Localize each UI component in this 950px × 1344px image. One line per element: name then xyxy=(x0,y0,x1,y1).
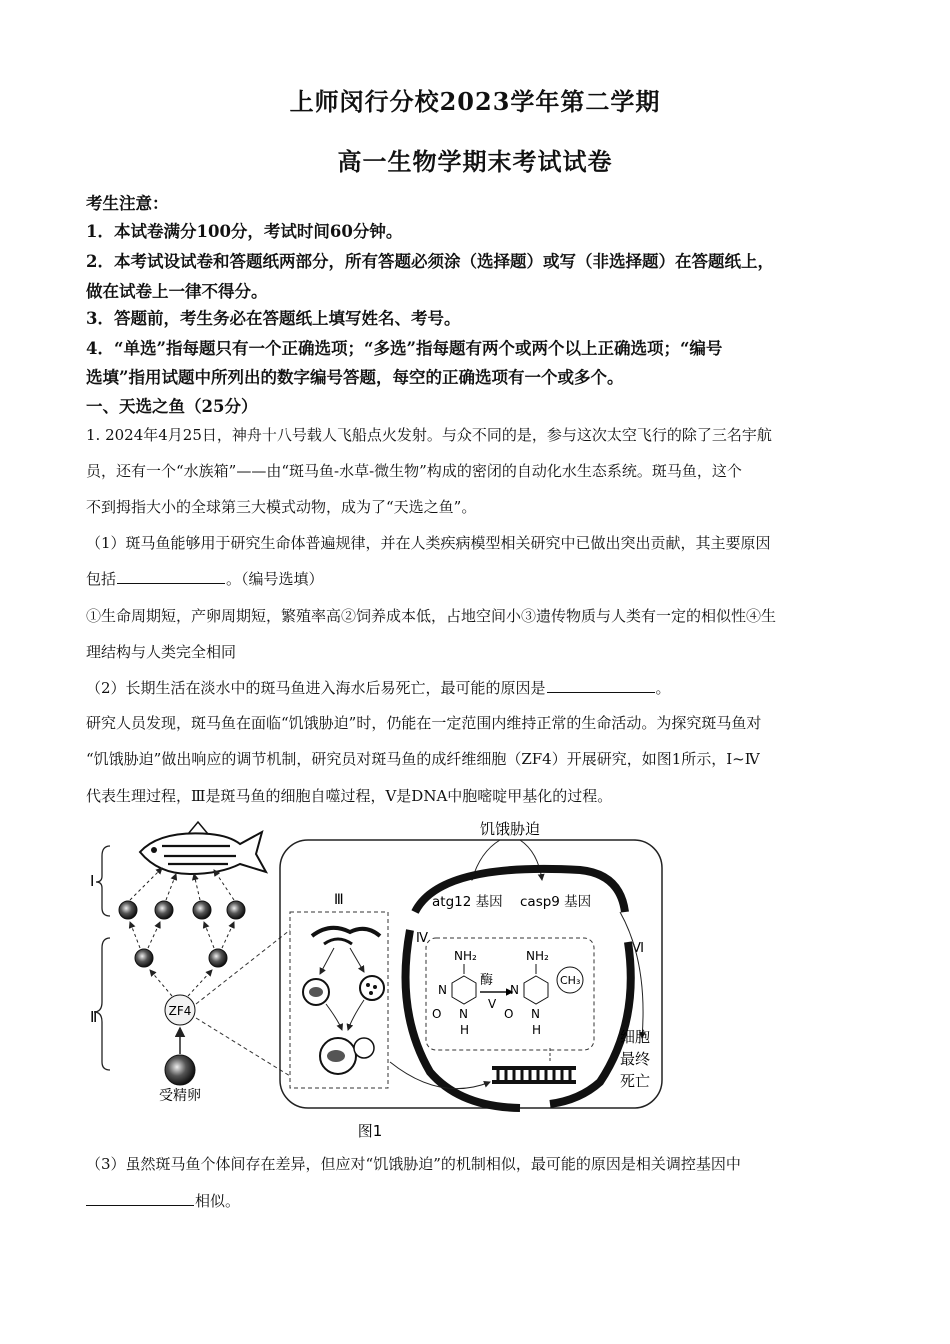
svg-text:NH₂: NH₂ xyxy=(526,949,549,963)
page-subtitle: 高一生物学期末考试试卷 xyxy=(337,147,613,176)
label-III: Ⅲ xyxy=(334,892,344,908)
q3-answer-line xyxy=(86,1190,886,1211)
cell-icon xyxy=(193,901,211,919)
label-IV: Ⅳ xyxy=(416,931,428,946)
death-label: 死亡 xyxy=(620,1072,651,1090)
paragraph-line: 代表生理过程，Ⅲ是斑马鱼的细胞自噬过程，Ⅴ是DNA中胞嘧啶甲基化的过程。 xyxy=(86,787,613,805)
autolysosome-icon xyxy=(320,1038,374,1074)
svg-text:N: N xyxy=(459,1007,468,1021)
question-intro-line: 不到拇指大小的全球第三大模式动物，成为了“天选之鱼”。 xyxy=(86,498,477,516)
notice-item: 4．“单选”指每题只有一个正确选项；“多选”指每题有两个或两个以上正确选项；“编号 xyxy=(86,339,723,358)
methylcytosine-structure xyxy=(504,949,583,1037)
dna-icon xyxy=(492,1066,576,1084)
gene-atg12: atg12 基因 xyxy=(432,894,503,910)
brace-II xyxy=(94,938,110,1070)
question-intro-line: 员，还有一个“水族箱”——由“斑马鱼-水草-微生物”构成的密闭的自动化水生态系统。斑马鱼，这个 xyxy=(86,462,742,480)
svg-text:H: H xyxy=(460,1023,470,1037)
label-I: Ⅰ xyxy=(90,872,95,890)
svg-text:O: O xyxy=(432,1007,442,1021)
fertilized-egg-icon xyxy=(165,1055,195,1085)
svg-text:O: O xyxy=(504,1007,514,1021)
notice-item: 2．本考试设试卷和答题纸两部分，所有答题必须涂（选择题）或写（非选择题）在答题纸上， xyxy=(86,252,774,271)
paragraph-line: 研究人员发现，斑马鱼在面临“饥饿胁迫”时，仍能在一定范围内维持正常的生命活动。为探究斑马鱼对 xyxy=(86,714,762,732)
q1-options-line: 理结构与人类完全相同 xyxy=(86,643,237,661)
q1-answer-line xyxy=(86,568,886,589)
cell-icon xyxy=(227,901,245,919)
notice-heading: 考生注意： xyxy=(86,194,169,213)
cell-icon xyxy=(135,949,153,967)
question-intro-line: 1. 2024年4月25日，神舟十八号载人飞船点火发射。与众不同的是，参与这次太空飞行的除了三名宇航 xyxy=(86,426,772,444)
notice-item: 选填”指用试题中所列出的数字编号答题，每空的正确选项有一个或多个。 xyxy=(86,368,624,387)
section-heading: 一、天选之鱼（25分） xyxy=(86,397,258,416)
q1-options-line: ①生命周期短，产卵周期短，繁殖率高②饲养成本低，占地空间小③遗传物质与人类有一定的相似性④生 xyxy=(86,607,777,625)
q2-line xyxy=(86,677,886,698)
q1-suffix: 。（编号选填） xyxy=(226,570,324,588)
svg-text:H: H xyxy=(532,1023,542,1037)
q2-suffix: 。 xyxy=(655,679,671,697)
q1-line: （1）斑马鱼能够用于研究生命体普遍规律，并在人类疾病模型相关研究中已做出突出贡献，其主要原因 xyxy=(86,534,771,552)
stress-label: 饥饿胁迫 xyxy=(479,820,541,838)
page-title: 上师闵行分校2023学年第二学期 xyxy=(289,87,661,116)
svg-text:N: N xyxy=(531,1007,540,1021)
organelle-icon xyxy=(312,928,380,944)
lysosome-icon xyxy=(360,976,384,1000)
label-V: Ⅴ xyxy=(488,997,497,1011)
q3-line: （3）虽然斑马鱼个体间存在差异，但应对“饥饿胁迫”的机制相似，最可能的原因是相关调控基因中 xyxy=(86,1155,741,1173)
notice-item: 3．答题前，考生务必在答题纸上填写姓名、考号。 xyxy=(86,309,461,328)
figure-caption: 图1 xyxy=(357,1122,383,1140)
label-VI: Ⅵ xyxy=(632,941,644,956)
cytosine-structure xyxy=(432,949,477,1037)
brace-I xyxy=(96,846,110,916)
death-label: 最终 xyxy=(620,1050,651,1068)
cell-icon xyxy=(155,901,173,919)
q3-suffix: 相似。 xyxy=(195,1192,241,1210)
zf4-label: ZF4 xyxy=(168,1004,192,1018)
cell-icon xyxy=(119,901,137,919)
svg-text:NH₂: NH₂ xyxy=(454,949,477,963)
death-label: 细胞 xyxy=(620,1028,651,1046)
q1-prefix: 包括 xyxy=(86,570,117,588)
cell-icon xyxy=(209,949,227,967)
autophagosome-icon xyxy=(303,979,329,1005)
svg-text:CH₃: CH₃ xyxy=(560,974,581,987)
notice-item: 1．本试卷满分100分，考试时间60分钟。 xyxy=(86,222,403,241)
figure-1 xyxy=(80,812,680,1147)
q2-prefix: （2）长期生活在淡水中的斑马鱼进入海水后易死亡，最可能的原因是 xyxy=(86,679,546,697)
label-II: Ⅱ xyxy=(90,1008,98,1026)
paragraph-line: “饥饿胁迫”做出响应的调节机制，研究员对斑马鱼的成纤维细胞（ZF4）开展研究，如图1所示，Ⅰ~Ⅳ xyxy=(86,750,760,768)
q1-answer-blank[interactable] xyxy=(117,569,225,584)
svg-text:N: N xyxy=(510,983,519,997)
svg-text:N: N xyxy=(438,983,447,997)
gene-casp9: casp9 基因 xyxy=(520,894,592,910)
zf4-cell-icon xyxy=(165,995,195,1025)
q3-answer-blank[interactable] xyxy=(86,1191,194,1206)
enzyme-label: 酶 xyxy=(480,973,494,988)
q2-answer-blank[interactable] xyxy=(547,678,655,693)
zebrafish-icon xyxy=(140,822,266,874)
egg-label: 受精卵 xyxy=(159,1088,201,1104)
notice-item: 做在试卷上一律不得分。 xyxy=(86,282,268,301)
